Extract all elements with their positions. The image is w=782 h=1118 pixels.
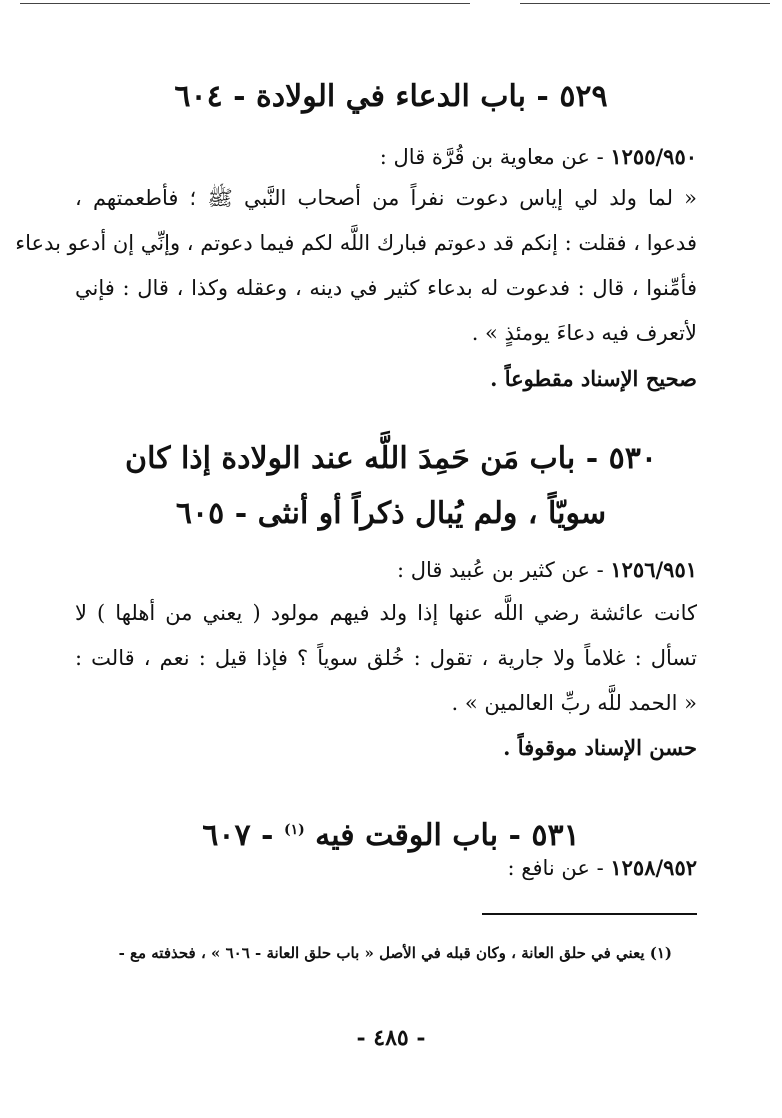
footnote-separator	[482, 913, 697, 915]
hadith-text-line: فدعوا ، فقلت : إنكم قد دعوتم فبارك اللَّه لكم فيما دعوتم ، وإنِّي إن أدعو بدعاء	[15, 231, 697, 255]
hadith-narrator: - عن نافع :	[507, 856, 611, 880]
hadith-number: ١٢٥٨/٩٥٢	[610, 855, 697, 880]
hadith-narrator: - عن كثير بن عُبيد قال :	[396, 558, 611, 582]
footnote-marker: (١)	[283, 822, 305, 838]
hadith-text-line: تسأل : غلاماً ولا جارية ، تقول : خُلق سوياً ؟ فإذا قيل : نعم ، قالت :	[75, 646, 697, 670]
top-edge-line	[20, 3, 470, 4]
hadith-text-line: كانت عائشة رضي اللَّه عنها إذا ولد فيهم مولود ( يعني من أهلها ) لا	[75, 601, 697, 625]
chapter-heading-530-line1: ٥٣٠ - باب مَن حَمِدَ اللَّه عند الولادة إذا كان	[125, 441, 657, 476]
chapter-heading-529: ٥٢٩ - باب الدعاء في الولادة - ٦٠٤	[174, 79, 608, 114]
hadith-text-line: فأمِّنوا ، قال : فدعوت له بدعاء كثير في دينه ، وعقله وكذا ، قال : فإني	[75, 276, 697, 300]
chapter-heading-530-line2: سويّاً ، ولم يُبال ذكراً أو أنثى - ٦٠٥	[175, 496, 607, 531]
hadith-number: ١٢٥٦/٩٥١	[610, 557, 697, 582]
chapter-heading-text: ٥٣١ - باب الوقت فيه	[315, 818, 580, 853]
hadith-grade: حسن الإسناد موقوفاً .	[503, 735, 697, 760]
hadith-intro-950	[75, 142, 697, 172]
page-number: - ٤٨٥ -	[356, 1025, 426, 1051]
hadith-text-line: لأتعرف فيه دعاءَ يومئذٍ » .	[471, 321, 697, 345]
hadith-intro-951	[75, 555, 697, 585]
hadith-intro-952	[75, 853, 697, 883]
top-edge-line	[520, 3, 770, 4]
hadith-text-line: « الحمد للَّه ربِّ العالمين » .	[451, 691, 697, 715]
hadith-grade: صحيح الإسناد مقطوعاً .	[490, 366, 697, 391]
hadith-narrator: - عن معاوية بن قُرَّة قال :	[379, 145, 611, 169]
chapter-heading-number: - ٦٠٧	[202, 818, 284, 853]
footnote-text: (١) يعني في حلق العانة ، وكان قبله في الأصل « باب حلق العانة - ٦٠٦ » ، فحذفته مع -	[118, 944, 672, 962]
hadith-text-line: « لما ولد لي إياس دعوت نفراً من أصحاب النَّبي ﷺ ؛ فأطعمتهم ،	[75, 186, 697, 210]
hadith-number: ١٢٥٥/٩٥٠	[610, 144, 697, 169]
